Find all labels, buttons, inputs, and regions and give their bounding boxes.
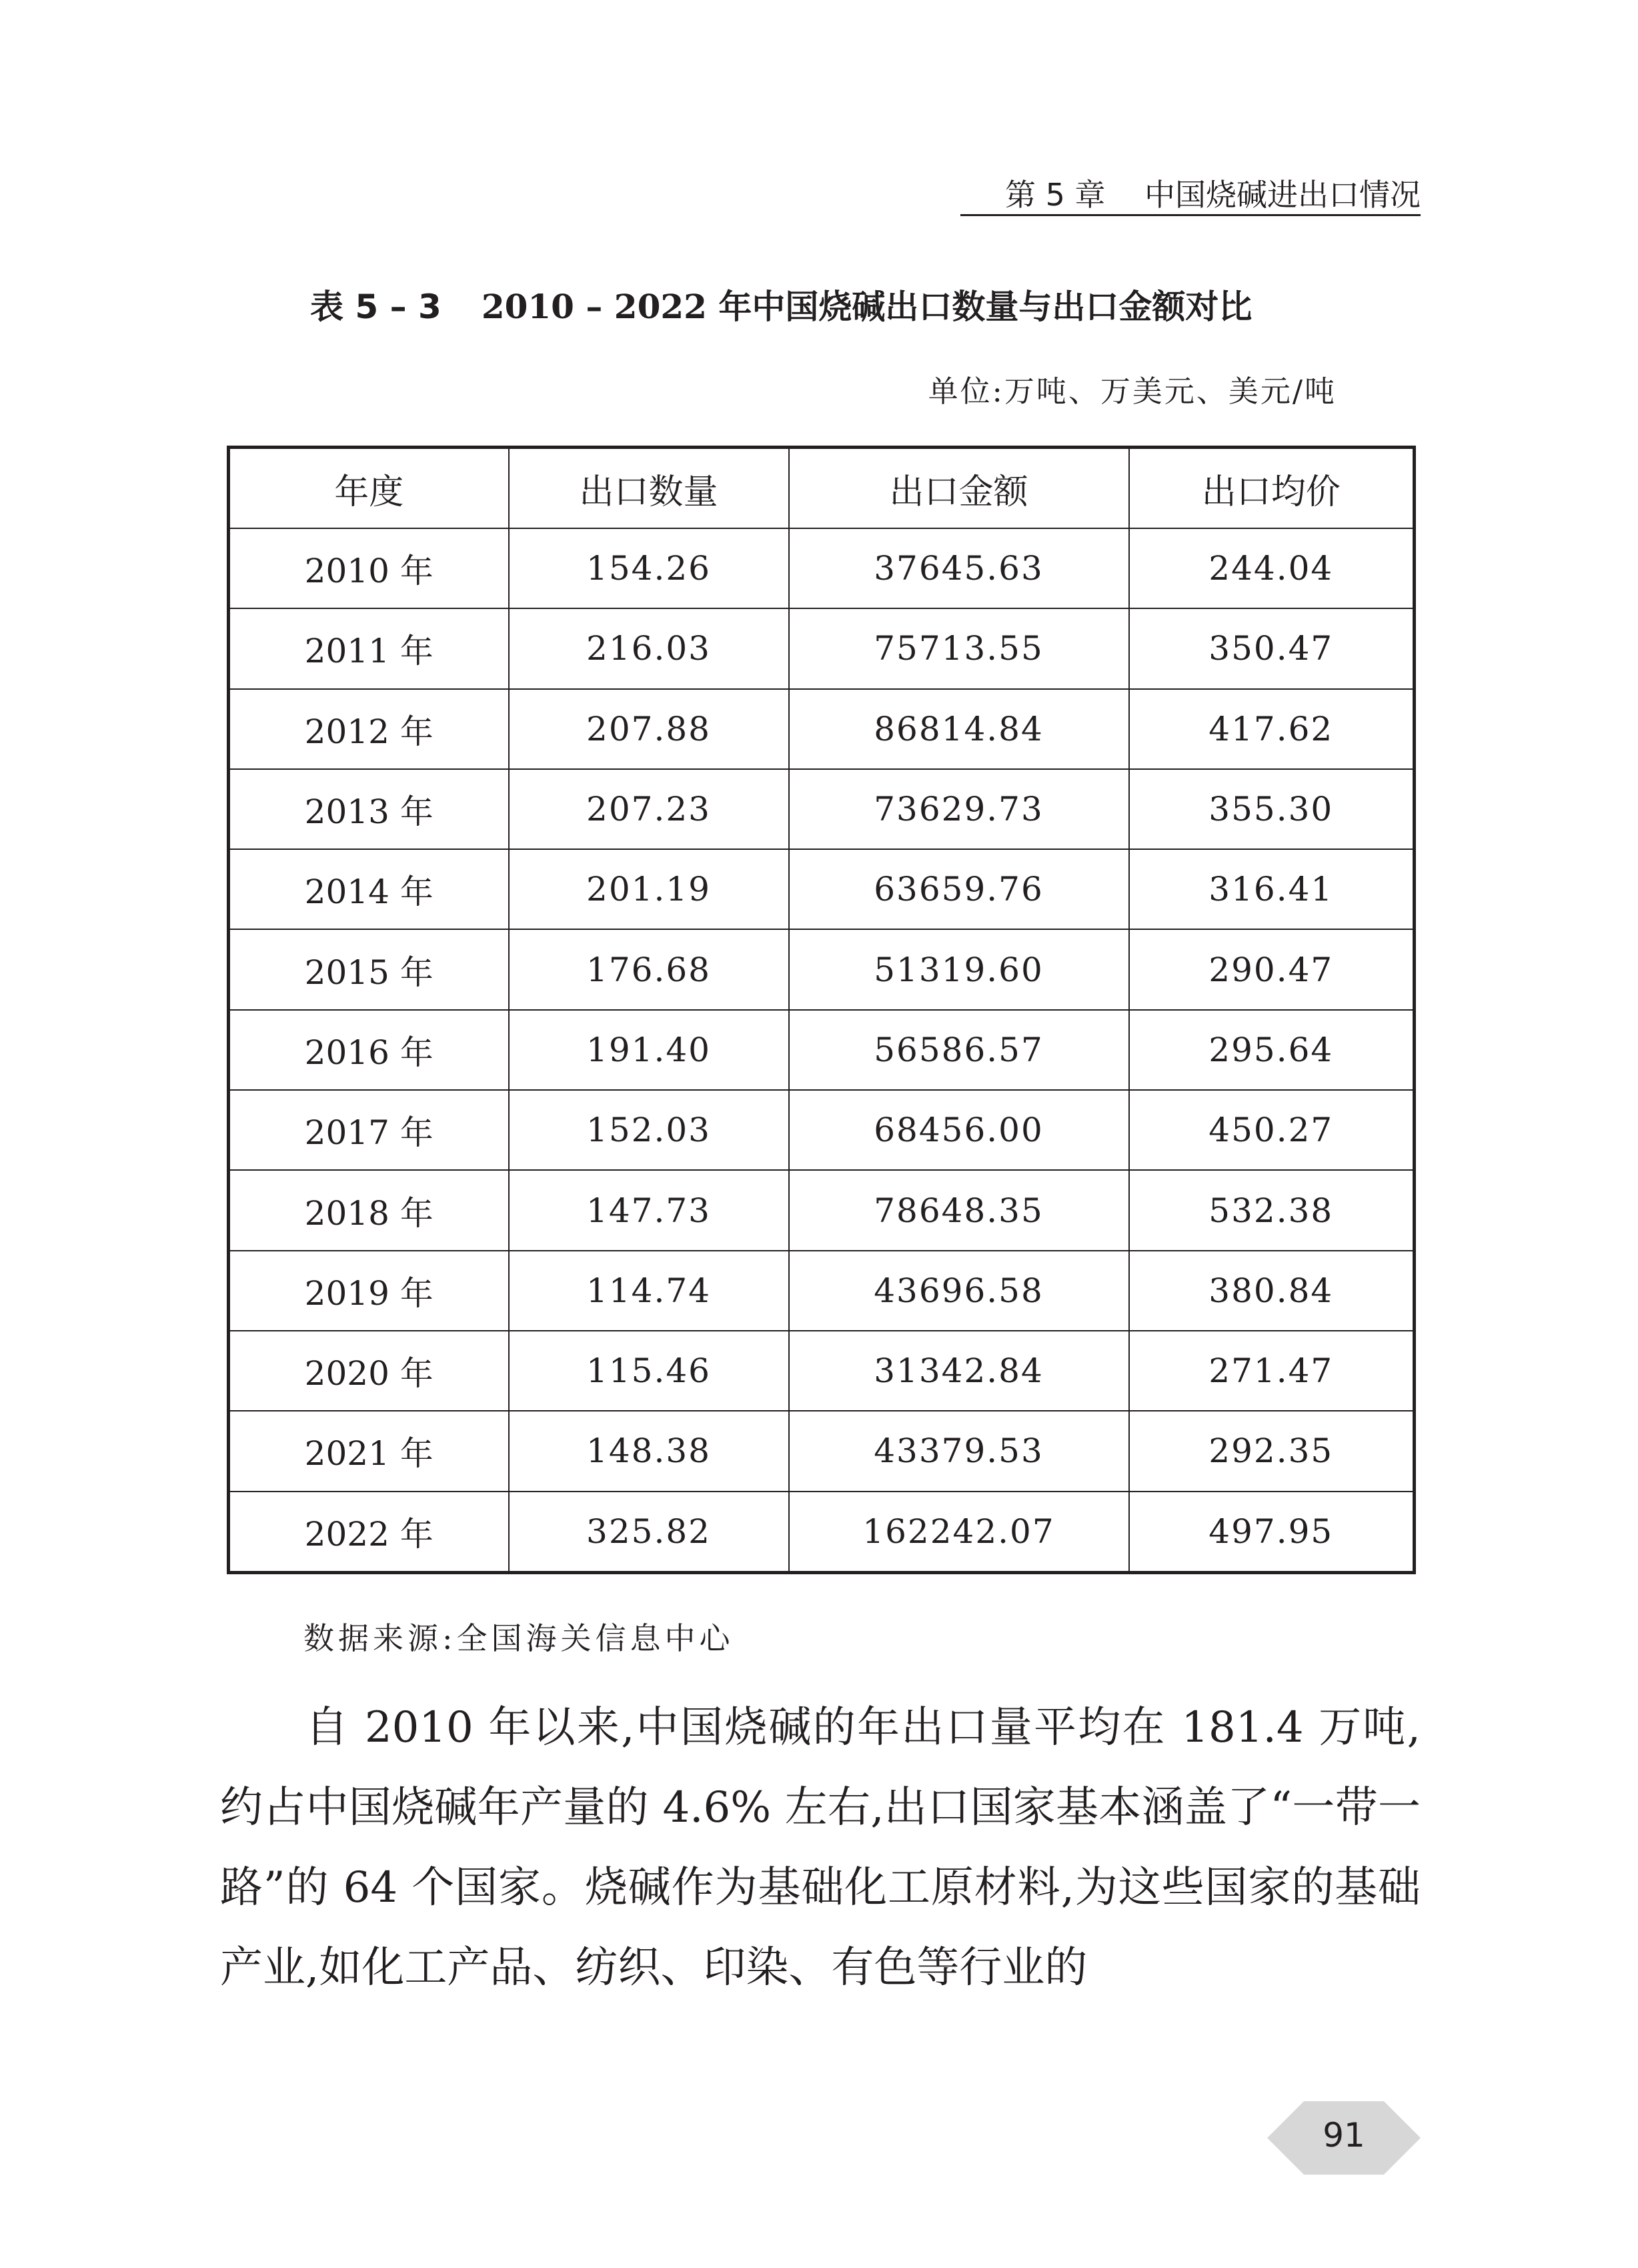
cell-year: 2016 年 xyxy=(229,1010,509,1090)
cell-quantity: 152.03 xyxy=(509,1090,789,1170)
table-id: 表 5 – 3 xyxy=(310,288,442,326)
page-number: 91 xyxy=(1323,2116,1365,2155)
header-export-value: 出口金额 xyxy=(789,448,1129,529)
cell-quantity: 114.74 xyxy=(509,1251,789,1331)
cell-value: 31342.84 xyxy=(789,1331,1129,1411)
table-row xyxy=(229,1170,1415,1250)
cell-value: 63659.76 xyxy=(789,849,1129,929)
cell-avg-price: 271.47 xyxy=(1129,1331,1415,1411)
table-row xyxy=(229,689,1415,769)
cell-avg-price: 290.47 xyxy=(1129,929,1415,1009)
table-row xyxy=(229,608,1415,688)
cell-value: 68456.00 xyxy=(789,1090,1129,1170)
table-source-note: 数据来源:全国海关信息中心 xyxy=(303,1620,734,1656)
table-row xyxy=(229,1090,1415,1170)
cell-value: 78648.35 xyxy=(789,1170,1129,1250)
cell-year: 2017 年 xyxy=(229,1090,509,1170)
table-row xyxy=(229,528,1415,608)
table-row xyxy=(229,1010,1415,1090)
header-year: 年度 xyxy=(229,448,509,529)
cell-avg-price: 380.84 xyxy=(1129,1251,1415,1331)
cell-value: 162242.07 xyxy=(789,1492,1129,1573)
cell-value: 56586.57 xyxy=(789,1010,1129,1090)
table-unit-note: 单位:万吨、万美元、美元/吨 xyxy=(928,374,1337,409)
cell-quantity: 325.82 xyxy=(509,1492,789,1573)
table-row xyxy=(229,1331,1415,1411)
cell-avg-price: 292.35 xyxy=(1129,1411,1415,1491)
table-title xyxy=(310,280,1377,328)
table-row xyxy=(229,1411,1415,1491)
cell-value: 43379.53 xyxy=(789,1411,1129,1491)
table-row xyxy=(229,929,1415,1009)
cell-avg-price: 316.41 xyxy=(1129,849,1415,929)
cell-quantity: 154.26 xyxy=(509,528,789,608)
cell-year: 2022 年 xyxy=(229,1492,509,1573)
cell-year: 2018 年 xyxy=(229,1170,509,1250)
cell-avg-price: 450.27 xyxy=(1129,1090,1415,1170)
cell-avg-price: 355.30 xyxy=(1129,769,1415,849)
cell-year: 2015 年 xyxy=(229,929,509,1009)
cell-value: 37645.63 xyxy=(789,528,1129,608)
cell-value: 73629.73 xyxy=(789,769,1129,849)
cell-quantity: 207.88 xyxy=(509,689,789,769)
running-head xyxy=(960,165,1421,216)
header-export-quantity: 出口数量 xyxy=(509,448,789,529)
export-data-table xyxy=(227,446,1416,1574)
table-row xyxy=(229,769,1415,849)
table-title-text: 2010 – 2022 年中国烧碱出口数量与出口金额对比 xyxy=(481,287,1253,326)
body-text xyxy=(220,1688,1421,2008)
cell-year: 2012 年 xyxy=(229,689,509,769)
cell-quantity: 216.03 xyxy=(509,608,789,688)
cell-avg-price: 350.47 xyxy=(1129,608,1415,688)
cell-avg-price: 532.38 xyxy=(1129,1170,1415,1250)
running-head-text: 第 5 章 中国烧碱进出口情况 xyxy=(1005,177,1421,213)
table-header-row xyxy=(229,448,1415,529)
cell-year: 2010 年 xyxy=(229,528,509,608)
cell-year: 2014 年 xyxy=(229,849,509,929)
cell-value: 86814.84 xyxy=(789,689,1129,769)
cell-quantity: 148.38 xyxy=(509,1411,789,1491)
cell-avg-price: 417.62 xyxy=(1129,689,1415,769)
cell-year: 2021 年 xyxy=(229,1411,509,1491)
cell-value: 43696.58 xyxy=(789,1251,1129,1331)
table-row xyxy=(229,849,1415,929)
cell-quantity: 147.73 xyxy=(509,1170,789,1250)
cell-quantity: 176.68 xyxy=(509,929,789,1009)
cell-year: 2020 年 xyxy=(229,1331,509,1411)
cell-year: 2013 年 xyxy=(229,769,509,849)
cell-avg-price: 497.95 xyxy=(1129,1492,1415,1573)
cell-year: 2011 年 xyxy=(229,608,509,688)
table-row xyxy=(229,1251,1415,1331)
body-paragraph: 自 2010 年以来,中国烧碱的年出口量平均在 181.4 万吨,约占中国烧碱年产量的 4.6% 左右,出口国家基本涵盖了“一带一路”的 64 个国家。烧碱作为基础化工原材料,为这些国家的基础产业,如化工产品、纺织、印染、有色等行业的 xyxy=(220,1703,1421,1993)
page-number-badge xyxy=(1267,2101,1421,2175)
cell-quantity: 201.19 xyxy=(509,849,789,929)
cell-value: 51319.60 xyxy=(789,929,1129,1009)
cell-value: 75713.55 xyxy=(789,608,1129,688)
cell-year: 2019 年 xyxy=(229,1251,509,1331)
table-row xyxy=(229,1492,1415,1573)
cell-quantity: 207.23 xyxy=(509,769,789,849)
cell-quantity: 191.40 xyxy=(509,1010,789,1090)
cell-avg-price: 295.64 xyxy=(1129,1010,1415,1090)
header-export-avg-price: 出口均价 xyxy=(1129,448,1415,529)
cell-quantity: 115.46 xyxy=(509,1331,789,1411)
cell-avg-price: 244.04 xyxy=(1129,528,1415,608)
